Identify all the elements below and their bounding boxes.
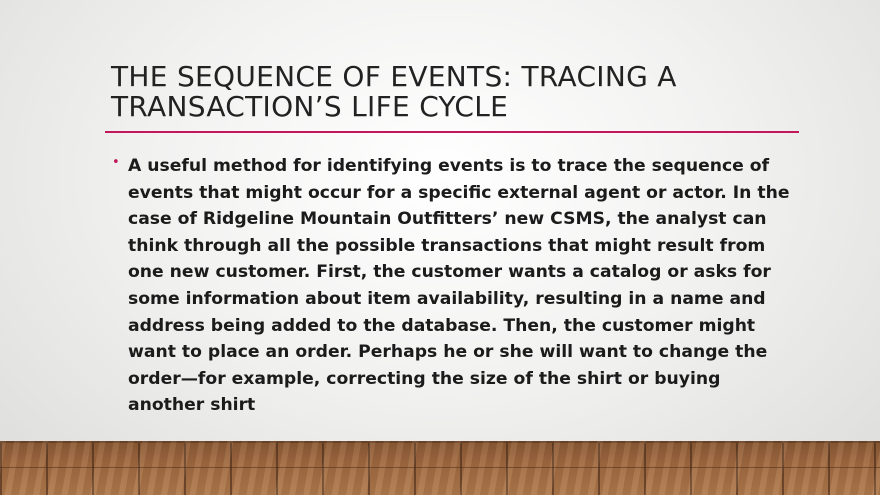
floor-plank-seam xyxy=(0,467,880,468)
slide-title: THE SEQUENCE OF EVENTS: TRACING A TRANSACTION’S LIFE CYCLE xyxy=(111,60,677,123)
bullet-text: A useful method for identifying events is to trace the sequence of events that might occur for a specific external agent or actor. In the case of Ridgeline Mountain Outfitters’ new CSMS, the analyst can think through all the possible transactions that might result from one new customer. First, the customer wants a catalog or asks for some information about item availability, resulting in a name and address being added to the database. Then, the customer might want to place an order. Perhaps he or she will want to change the order—for example, correcting the size of the shirt or buying another shirt xyxy=(128,156,790,416)
bullet-marker: • xyxy=(112,155,120,170)
title-underline xyxy=(105,131,799,133)
wood-grain-texture xyxy=(0,441,880,495)
